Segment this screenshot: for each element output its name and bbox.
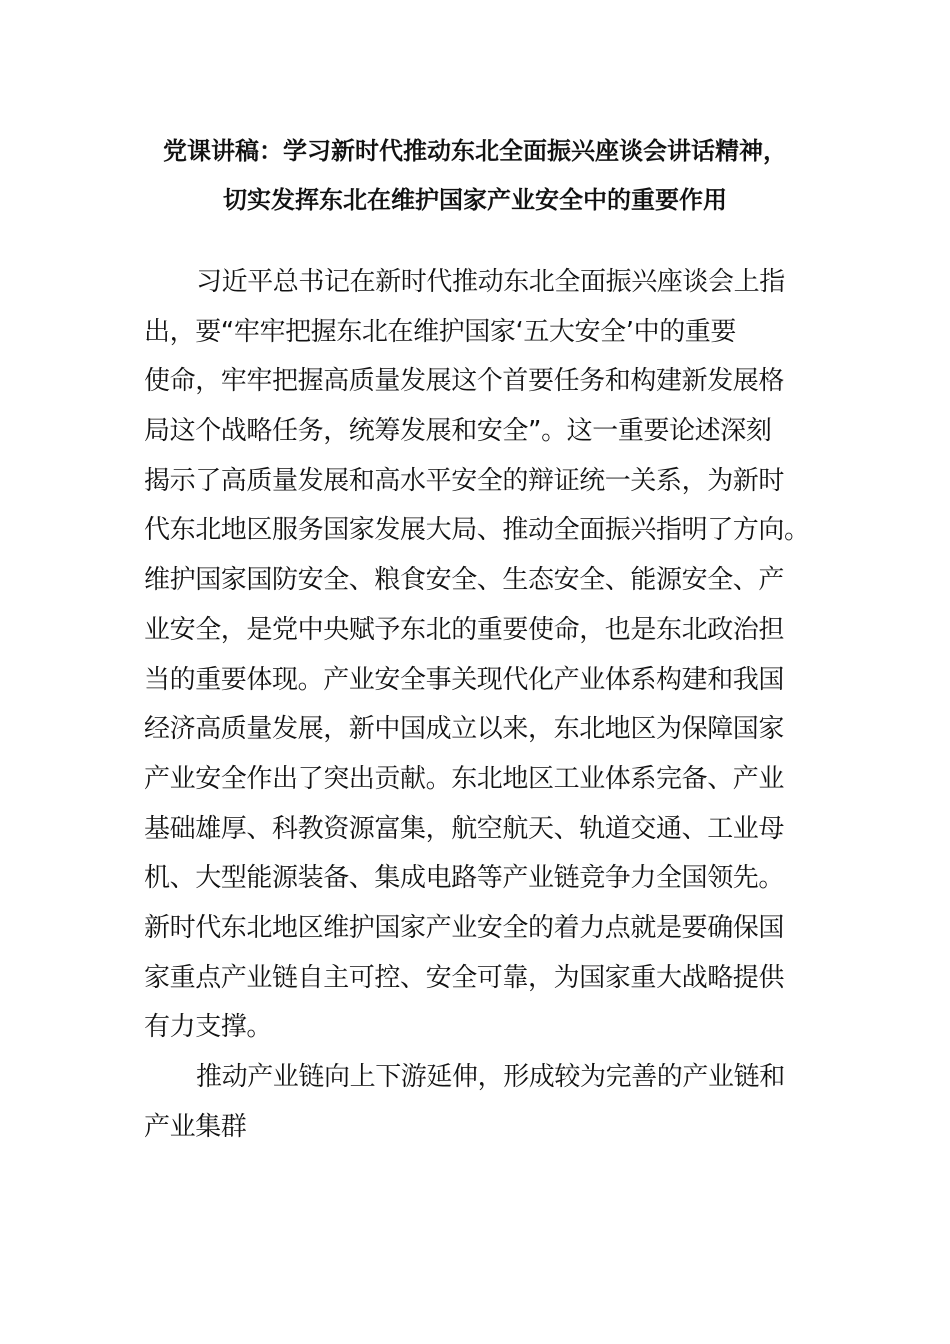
paragraph-1	[144, 258, 810, 1053]
paragraph-line: 业安全，是党中央赋予东北的重要使命，也是东北政治担	[144, 614, 785, 645]
paragraph-line: 家重点产业链自主可控、安全可靠，为国家重大战略提供	[144, 962, 785, 993]
paragraph-line: 揭示了高质量发展和高水平安全的辩证统一关系，为新时	[144, 465, 785, 496]
paragraph-line: 出，要“牢牢把握东北在维护国家‘五大安全’中的重要	[144, 316, 736, 347]
paragraph-line: 有力支撑。	[144, 1012, 273, 1043]
paragraph-line: 产业集群	[144, 1111, 247, 1142]
paragraph-line: 使命，牢牢把握高质量发展这个首要任务和构建新发展格	[144, 366, 785, 397]
paragraph-line: 当的重要体现。产业安全事关现代化产业体系构建和我国	[144, 664, 785, 695]
document-title-line-1: 党课讲稿：学习新时代推动东北全面振兴座谈会讲话精神，	[163, 137, 787, 165]
paragraph-line: 经济高质量发展，新中国成立以来，东北地区为保障国家	[144, 714, 785, 745]
paragraph-line: 推动产业链向上下游延伸，形成较为完善的产业链和	[196, 1062, 785, 1092]
paragraph-line: 新时代东北地区维护国家产业安全的着力点就是要确保国	[144, 912, 785, 943]
paragraph-line: 机、大型能源装备、集成电路等产业链竞争力全国领先。	[144, 863, 785, 894]
paragraph-2	[144, 1053, 804, 1152]
paragraph-line: 代东北地区服务国家发展大局、推动全面振兴指明了方向。	[144, 515, 810, 546]
paragraph-line: 习近平总书记在新时代推动东北全面振兴座谈会上指	[196, 267, 785, 297]
paragraph-line: 局这个战略任务，统筹发展和安全”。这一重要论述深刻	[144, 416, 772, 447]
paragraph-line: 产业安全作出了突出贡献。东北地区工业体系完备、产业	[144, 763, 785, 794]
paragraph-line: 基础雄厚、科教资源富集，航空航天、轨道交通、工业母	[144, 813, 785, 844]
paragraph-line: 维护国家国防安全、粮食安全、生态安全、能源安全、产	[144, 565, 785, 596]
document-title-line-2: 切实发挥东北在维护国家产业安全中的重要作用	[223, 186, 727, 214]
document-body	[144, 258, 810, 1152]
